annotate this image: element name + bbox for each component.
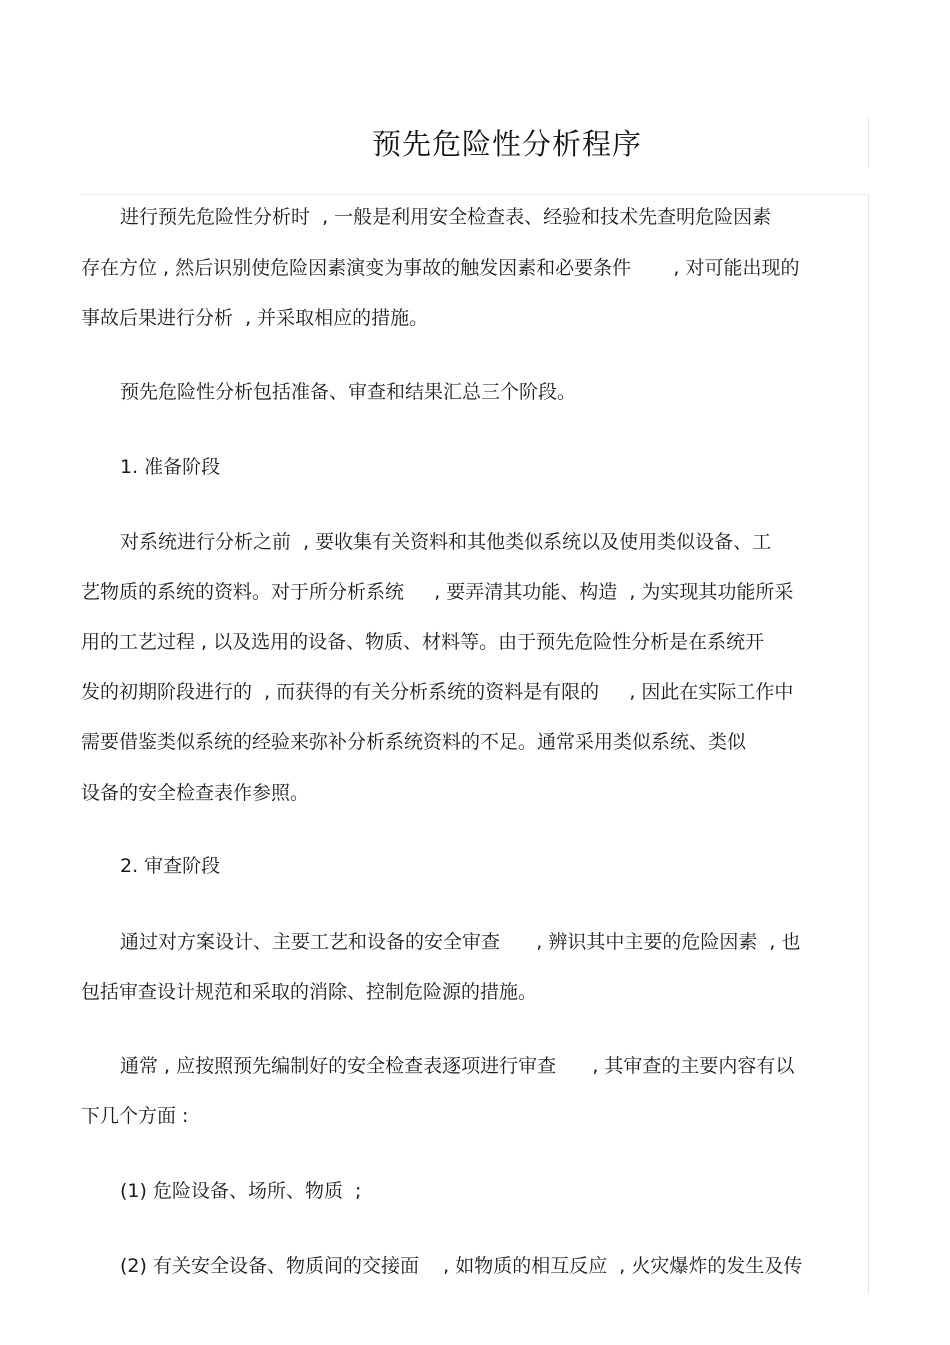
paragraph-line: 预先危险性分析包括准备、审查和结果汇总三个阶段。 — [120, 381, 577, 403]
paragraph-line: 通过对方案设计、主要工艺和设备的安全审查 , 辨识其中主要的危险因素 , 也 — [120, 931, 801, 953]
section-heading: 1. 准备阶段 — [120, 456, 221, 478]
paragraph-line: 下几个方面 : — [81, 1105, 189, 1127]
paragraph-line: 设备的安全检查表作参照。 — [81, 782, 310, 804]
list-item: (2) 有关安全设备、物质间的交接面 , 如物质的相互反应 , 火灾爆炸的发生及传 — [120, 1255, 803, 1277]
paragraph-line: 发的初期阶段进行的 , 而获得的有关分析系统的资料是有限的 , 因此在实际工作中 — [81, 681, 794, 703]
paragraph-line: 需要借鉴类似系统的经验来弥补分析系统资料的不足。通常采用类似系统、类似 — [81, 731, 747, 753]
paragraph-line: 艺物质的系统的资料。对于所分析系统 , 要弄清其功能、构造 , 为实现其功能所采 — [81, 581, 794, 603]
paragraph-line: 对系统进行分析之前 , 要收集有关资料和其他类似系统以及使用类似设备、工 — [120, 531, 772, 553]
paragraph-line: 事故后果进行分析 , 并采取相应的措施。 — [81, 307, 429, 329]
paragraph-line: 存在方位 , 然后识别使危险因素演变为事故的触发因素和必要条件 , 对可能出现的 — [81, 257, 800, 279]
paragraph-line: 进行预先危险性分析时 , 一般是利用安全检查表、经验和技术先查明危险因素 — [120, 206, 772, 228]
page-frame-line — [80, 194, 869, 195]
page-frame-line — [868, 194, 869, 1294]
document-title: 预先危险性分析程序 — [371, 127, 642, 161]
list-item: (1) 危险设备、场所、物质 ; — [120, 1180, 362, 1202]
paragraph-line: 包括审查设计规范和采取的消除、控制危险源的措施。 — [81, 981, 538, 1003]
paragraph-line: 通常 , 应按照预先编制好的安全检查表逐项进行审查 , 其审查的主要内容有以 — [120, 1055, 795, 1077]
section-heading: 2. 审查阶段 — [120, 855, 221, 877]
paragraph-line: 用的工艺过程 , 以及选用的设备、物质、材料等。由于预先危险性分析是在系统开 — [81, 631, 765, 653]
